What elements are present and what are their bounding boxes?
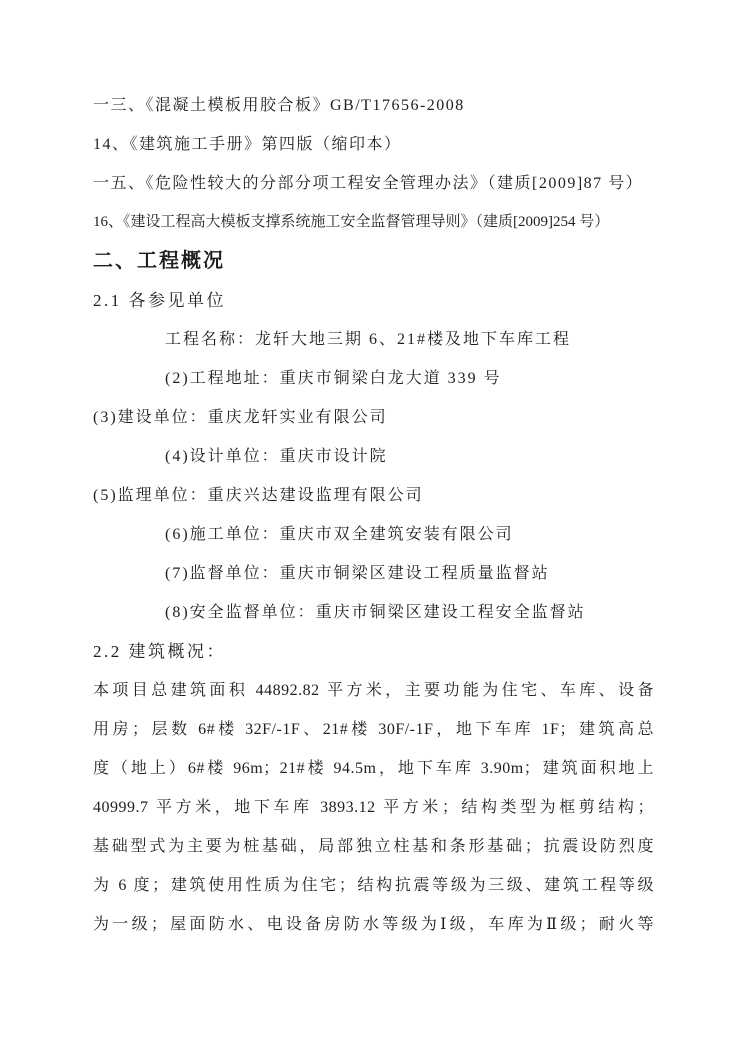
participant-line: (2)工程地址：重庆市铜梁白龙大道 339 号 xyxy=(165,370,502,387)
reference-line: 一三、《混凝土模板用胶合板》GB/T17656-2008 xyxy=(93,97,465,114)
reference-line: 14、《建筑施工手册》第四版（缩印本） xyxy=(93,136,402,153)
overview-line: 为 6 度；建筑使用性质为住宅；结构抗震等级为三级、建筑工程等级 xyxy=(93,877,654,894)
participant-line: (3)建设单位：重庆龙轩实业有限公司 xyxy=(93,409,388,426)
participant-line: (7)监督单位：重庆市铜梁区建设工程质量监督站 xyxy=(165,565,550,582)
overview-line: 度（地上）6#楼 96m；21#楼 94.5m，地下车库 3.90m；建筑面积地上 xyxy=(93,760,654,777)
overview-line: 为一级；屋面防水、电设备房防水等级为Ⅰ级，车库为Ⅱ级；耐火等 xyxy=(93,916,654,933)
participant-line: (6)施工单位：重庆市双全建筑安装有限公司 xyxy=(165,526,514,543)
subsection-heading-building: 2.2 建筑概况： xyxy=(93,642,226,661)
participant-line: 工程名称：龙轩大地三期 6、21#楼及地下车库工程 xyxy=(165,331,572,348)
overview-line: 基础型式为主要为桩基础，局部独立柱基和条形基础；抗震设防烈度 xyxy=(93,838,654,855)
overview-line: 本项目总建筑面积 44892.82 平方米，主要功能为住宅、车库、设备 xyxy=(93,682,654,699)
participant-line: (5)监理单位：重庆兴达建设监理有限公司 xyxy=(93,487,424,504)
subsection-heading-participants: 2.1 各参见单位 xyxy=(93,291,226,310)
section-heading: 二、工程概况 xyxy=(93,250,225,272)
participant-line: (4)设计单位：重庆市设计院 xyxy=(165,448,388,465)
reference-line: 16、《建设工程高大模板支撑系统施工安全监督管理导则》（建质[2009]254 号） xyxy=(93,214,610,230)
reference-line: 一五、《危险性较大的分部分项工程安全管理办法》（建质[2009]87 号） xyxy=(93,175,644,192)
overview-line: 用房；层数 6#楼 32F/-1F、21#楼 30F/-1F，地下车库 1F；建筑高总 xyxy=(93,721,654,738)
overview-line: 40999.7 平方米，地下车库 3893.12 平方米；结构类型为框剪结构； xyxy=(93,799,654,816)
participant-line: (8)安全监督单位：重庆市铜梁区建设工程安全监督站 xyxy=(165,604,586,621)
